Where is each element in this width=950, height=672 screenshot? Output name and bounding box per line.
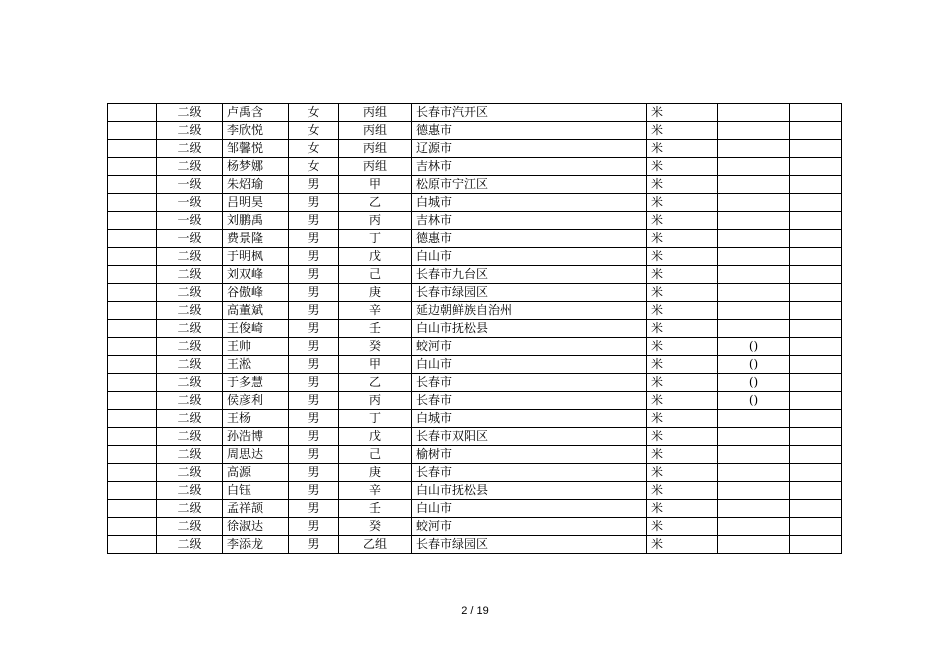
region-cell: 白山市 bbox=[412, 356, 647, 374]
extra-note-cell bbox=[790, 284, 842, 302]
level-cell: 一级 bbox=[157, 212, 223, 230]
note-cell bbox=[718, 320, 790, 338]
extra-note-cell bbox=[790, 140, 842, 158]
note-cell bbox=[718, 158, 790, 176]
gender-cell: 男 bbox=[289, 374, 339, 392]
level-cell: 二级 bbox=[157, 122, 223, 140]
level-cell: 二级 bbox=[157, 392, 223, 410]
region-cell: 白城市 bbox=[412, 194, 647, 212]
group-cell: 壬 bbox=[339, 500, 412, 518]
extra-note-cell bbox=[790, 104, 842, 122]
region-cell: 松原市宁江区 bbox=[412, 176, 647, 194]
group-cell: 丁 bbox=[339, 410, 412, 428]
region-cell: 白山市抚松县 bbox=[412, 482, 647, 500]
group-cell: 乙 bbox=[339, 374, 412, 392]
mark-cell: 米 bbox=[647, 176, 718, 194]
table-row bbox=[108, 500, 842, 518]
region-cell: 长春市九台区 bbox=[412, 266, 647, 284]
gender-cell: 男 bbox=[289, 410, 339, 428]
note-cell bbox=[718, 176, 790, 194]
name-cell: 侯彦利 bbox=[223, 392, 289, 410]
mark-cell: 米 bbox=[647, 140, 718, 158]
row-number-cell bbox=[108, 464, 157, 482]
gender-cell: 女 bbox=[289, 158, 339, 176]
name-cell: 王俊崎 bbox=[223, 320, 289, 338]
table-row bbox=[108, 284, 842, 302]
name-cell: 高董斌 bbox=[223, 302, 289, 320]
region-cell: 辽源市 bbox=[412, 140, 647, 158]
name-cell: 刘鹏禹 bbox=[223, 212, 289, 230]
row-number-cell bbox=[108, 230, 157, 248]
group-cell: 丙组 bbox=[339, 122, 412, 140]
row-number-cell bbox=[108, 248, 157, 266]
note-cell bbox=[718, 284, 790, 302]
gender-cell: 男 bbox=[289, 392, 339, 410]
name-cell: 白钰 bbox=[223, 482, 289, 500]
mark-cell: 米 bbox=[647, 518, 718, 536]
level-cell: 二级 bbox=[157, 428, 223, 446]
note-cell: () bbox=[718, 392, 790, 410]
table-row bbox=[108, 212, 842, 230]
table-row bbox=[108, 248, 842, 266]
row-number-cell bbox=[108, 158, 157, 176]
gender-cell: 男 bbox=[289, 338, 339, 356]
extra-note-cell bbox=[790, 194, 842, 212]
gender-cell: 男 bbox=[289, 464, 339, 482]
extra-note-cell bbox=[790, 320, 842, 338]
extra-note-cell bbox=[790, 248, 842, 266]
extra-note-cell bbox=[790, 176, 842, 194]
row-number-cell bbox=[108, 266, 157, 284]
extra-note-cell bbox=[790, 302, 842, 320]
table-row bbox=[108, 230, 842, 248]
row-number-cell bbox=[108, 374, 157, 392]
region-cell: 蛟河市 bbox=[412, 338, 647, 356]
group-cell: 癸 bbox=[339, 518, 412, 536]
level-cell: 二级 bbox=[157, 158, 223, 176]
note-cell bbox=[718, 248, 790, 266]
mark-cell: 米 bbox=[647, 284, 718, 302]
table-row bbox=[108, 104, 842, 122]
mark-cell: 米 bbox=[647, 248, 718, 266]
name-cell: 王杨 bbox=[223, 410, 289, 428]
gender-cell: 男 bbox=[289, 176, 339, 194]
group-cell: 己 bbox=[339, 266, 412, 284]
row-number-cell bbox=[108, 140, 157, 158]
group-cell: 庚 bbox=[339, 464, 412, 482]
note-cell bbox=[718, 104, 790, 122]
level-cell: 一级 bbox=[157, 176, 223, 194]
gender-cell: 男 bbox=[289, 212, 339, 230]
mark-cell: 米 bbox=[647, 104, 718, 122]
level-cell: 二级 bbox=[157, 518, 223, 536]
mark-cell: 米 bbox=[647, 230, 718, 248]
region-cell: 白山市 bbox=[412, 500, 647, 518]
level-cell: 二级 bbox=[157, 464, 223, 482]
level-cell: 二级 bbox=[157, 284, 223, 302]
level-cell: 二级 bbox=[157, 410, 223, 428]
name-cell: 孙浩博 bbox=[223, 428, 289, 446]
table-row bbox=[108, 176, 842, 194]
name-cell: 于明枫 bbox=[223, 248, 289, 266]
row-number-cell bbox=[108, 482, 157, 500]
extra-note-cell bbox=[790, 212, 842, 230]
gender-cell: 男 bbox=[289, 500, 339, 518]
page-number: 2 / 19 bbox=[461, 605, 489, 617]
table-row bbox=[108, 356, 842, 374]
note-cell bbox=[718, 518, 790, 536]
gender-cell: 男 bbox=[289, 446, 339, 464]
table-row bbox=[108, 338, 842, 356]
table-row bbox=[108, 122, 842, 140]
note-cell: () bbox=[718, 374, 790, 392]
name-cell: 王淞 bbox=[223, 356, 289, 374]
group-cell: 丁 bbox=[339, 230, 412, 248]
extra-note-cell bbox=[790, 410, 842, 428]
mark-cell: 米 bbox=[647, 194, 718, 212]
table-row bbox=[108, 158, 842, 176]
name-cell: 邹馨悦 bbox=[223, 140, 289, 158]
level-cell: 二级 bbox=[157, 320, 223, 338]
extra-note-cell bbox=[790, 464, 842, 482]
note-cell bbox=[718, 446, 790, 464]
region-cell: 长春市汽开区 bbox=[412, 104, 647, 122]
group-cell: 丙组 bbox=[339, 158, 412, 176]
table-row bbox=[108, 320, 842, 338]
region-cell: 长春市绿园区 bbox=[412, 284, 647, 302]
extra-note-cell bbox=[790, 356, 842, 374]
note-cell bbox=[718, 500, 790, 518]
group-cell: 己 bbox=[339, 446, 412, 464]
name-cell: 于多慧 bbox=[223, 374, 289, 392]
group-cell: 戊 bbox=[339, 428, 412, 446]
gender-cell: 女 bbox=[289, 122, 339, 140]
region-cell: 长春市 bbox=[412, 464, 647, 482]
gender-cell: 男 bbox=[289, 320, 339, 338]
extra-note-cell bbox=[790, 482, 842, 500]
row-number-cell bbox=[108, 194, 157, 212]
row-number-cell bbox=[108, 212, 157, 230]
mark-cell: 米 bbox=[647, 374, 718, 392]
mark-cell: 米 bbox=[647, 212, 718, 230]
table-row bbox=[108, 428, 842, 446]
gender-cell: 女 bbox=[289, 104, 339, 122]
table-row bbox=[108, 446, 842, 464]
extra-note-cell bbox=[790, 266, 842, 284]
gender-cell: 男 bbox=[289, 536, 339, 554]
group-cell: 乙 bbox=[339, 194, 412, 212]
name-cell: 费景隆 bbox=[223, 230, 289, 248]
table-row bbox=[108, 266, 842, 284]
region-cell: 白山市 bbox=[412, 248, 647, 266]
mark-cell: 米 bbox=[647, 410, 718, 428]
note-cell: () bbox=[718, 338, 790, 356]
name-cell: 孟祥颉 bbox=[223, 500, 289, 518]
region-cell: 长春市绿园区 bbox=[412, 536, 647, 554]
mark-cell: 米 bbox=[647, 428, 718, 446]
note-cell bbox=[718, 410, 790, 428]
mark-cell: 米 bbox=[647, 320, 718, 338]
level-cell: 二级 bbox=[157, 374, 223, 392]
note-cell bbox=[718, 464, 790, 482]
gender-cell: 男 bbox=[289, 428, 339, 446]
gender-cell: 男 bbox=[289, 266, 339, 284]
level-cell: 一级 bbox=[157, 194, 223, 212]
row-number-cell bbox=[108, 500, 157, 518]
group-cell: 丙组 bbox=[339, 104, 412, 122]
extra-note-cell bbox=[790, 428, 842, 446]
gender-cell: 男 bbox=[289, 284, 339, 302]
table-row bbox=[108, 464, 842, 482]
name-cell: 李添龙 bbox=[223, 536, 289, 554]
group-cell: 丙 bbox=[339, 212, 412, 230]
group-cell: 丙 bbox=[339, 392, 412, 410]
row-number-cell bbox=[108, 104, 157, 122]
region-cell: 德惠市 bbox=[412, 122, 647, 140]
region-cell: 白山市抚松县 bbox=[412, 320, 647, 338]
table-row bbox=[108, 302, 842, 320]
row-number-cell bbox=[108, 284, 157, 302]
name-cell: 卢禹含 bbox=[223, 104, 289, 122]
name-cell: 刘双峰 bbox=[223, 266, 289, 284]
extra-note-cell bbox=[790, 446, 842, 464]
region-cell: 长春市双阳区 bbox=[412, 428, 647, 446]
table-row bbox=[108, 482, 842, 500]
gender-cell: 男 bbox=[289, 482, 339, 500]
row-number-cell bbox=[108, 302, 157, 320]
group-cell: 甲 bbox=[339, 176, 412, 194]
row-number-cell bbox=[108, 320, 157, 338]
table-row bbox=[108, 518, 842, 536]
level-cell: 二级 bbox=[157, 266, 223, 284]
group-cell: 辛 bbox=[339, 302, 412, 320]
level-cell: 一级 bbox=[157, 230, 223, 248]
gender-cell: 男 bbox=[289, 302, 339, 320]
extra-note-cell bbox=[790, 158, 842, 176]
extra-note-cell bbox=[790, 536, 842, 554]
level-cell: 二级 bbox=[157, 302, 223, 320]
region-cell: 蛟河市 bbox=[412, 518, 647, 536]
group-cell: 壬 bbox=[339, 320, 412, 338]
name-cell: 王帅 bbox=[223, 338, 289, 356]
name-cell: 吕明昊 bbox=[223, 194, 289, 212]
extra-note-cell bbox=[790, 374, 842, 392]
region-cell: 榆树市 bbox=[412, 446, 647, 464]
group-cell: 丙组 bbox=[339, 140, 412, 158]
level-cell: 二级 bbox=[157, 536, 223, 554]
name-cell: 朱炤瑜 bbox=[223, 176, 289, 194]
region-cell: 吉林市 bbox=[412, 158, 647, 176]
row-number-cell bbox=[108, 446, 157, 464]
level-cell: 二级 bbox=[157, 248, 223, 266]
group-cell: 乙组 bbox=[339, 536, 412, 554]
mark-cell: 米 bbox=[647, 464, 718, 482]
region-cell: 长春市 bbox=[412, 392, 647, 410]
table-row bbox=[108, 410, 842, 428]
extra-note-cell bbox=[790, 338, 842, 356]
level-cell: 二级 bbox=[157, 140, 223, 158]
mark-cell: 米 bbox=[647, 500, 718, 518]
name-cell: 李欣悦 bbox=[223, 122, 289, 140]
group-cell: 庚 bbox=[339, 284, 412, 302]
region-cell: 吉林市 bbox=[412, 212, 647, 230]
region-cell: 白城市 bbox=[412, 410, 647, 428]
note-cell bbox=[718, 230, 790, 248]
row-number-cell bbox=[108, 338, 157, 356]
mark-cell: 米 bbox=[647, 158, 718, 176]
region-cell: 长春市 bbox=[412, 374, 647, 392]
mark-cell: 米 bbox=[647, 482, 718, 500]
row-number-cell bbox=[108, 410, 157, 428]
gender-cell: 男 bbox=[289, 356, 339, 374]
level-cell: 二级 bbox=[157, 482, 223, 500]
gender-cell: 男 bbox=[289, 518, 339, 536]
row-number-cell bbox=[108, 122, 157, 140]
gender-cell: 男 bbox=[289, 194, 339, 212]
mark-cell: 米 bbox=[647, 446, 718, 464]
region-cell: 延边朝鲜族自治州 bbox=[412, 302, 647, 320]
name-cell: 杨梦娜 bbox=[223, 158, 289, 176]
mark-cell: 米 bbox=[647, 266, 718, 284]
level-cell: 二级 bbox=[157, 356, 223, 374]
note-cell bbox=[718, 212, 790, 230]
group-cell: 甲 bbox=[339, 356, 412, 374]
row-number-cell bbox=[108, 428, 157, 446]
roster-body bbox=[108, 104, 842, 554]
note-cell bbox=[718, 122, 790, 140]
name-cell: 谷傲峰 bbox=[223, 284, 289, 302]
level-cell: 二级 bbox=[157, 104, 223, 122]
mark-cell: 米 bbox=[647, 356, 718, 374]
note-cell bbox=[718, 428, 790, 446]
note-cell bbox=[718, 140, 790, 158]
note-cell bbox=[718, 302, 790, 320]
level-cell: 二级 bbox=[157, 500, 223, 518]
mark-cell: 米 bbox=[647, 338, 718, 356]
row-number-cell bbox=[108, 356, 157, 374]
extra-note-cell bbox=[790, 500, 842, 518]
group-cell: 戊 bbox=[339, 248, 412, 266]
gender-cell: 男 bbox=[289, 230, 339, 248]
extra-note-cell bbox=[790, 518, 842, 536]
mark-cell: 米 bbox=[647, 122, 718, 140]
mark-cell: 米 bbox=[647, 392, 718, 410]
table-row bbox=[108, 392, 842, 410]
level-cell: 二级 bbox=[157, 338, 223, 356]
group-cell: 癸 bbox=[339, 338, 412, 356]
group-cell: 辛 bbox=[339, 482, 412, 500]
gender-cell: 男 bbox=[289, 248, 339, 266]
extra-note-cell bbox=[790, 230, 842, 248]
note-cell bbox=[718, 266, 790, 284]
row-number-cell bbox=[108, 392, 157, 410]
name-cell: 高源 bbox=[223, 464, 289, 482]
mark-cell: 米 bbox=[647, 302, 718, 320]
note-cell bbox=[718, 536, 790, 554]
row-number-cell bbox=[108, 536, 157, 554]
row-number-cell bbox=[108, 176, 157, 194]
level-cell: 二级 bbox=[157, 446, 223, 464]
table-row bbox=[108, 536, 842, 554]
row-number-cell bbox=[108, 518, 157, 536]
extra-note-cell bbox=[790, 122, 842, 140]
name-cell: 徐淑达 bbox=[223, 518, 289, 536]
mark-cell: 米 bbox=[647, 536, 718, 554]
note-cell bbox=[718, 482, 790, 500]
region-cell: 德惠市 bbox=[412, 230, 647, 248]
gender-cell: 女 bbox=[289, 140, 339, 158]
name-cell: 周思达 bbox=[223, 446, 289, 464]
note-cell bbox=[718, 194, 790, 212]
table-row bbox=[108, 374, 842, 392]
extra-note-cell bbox=[790, 392, 842, 410]
note-cell: () bbox=[718, 356, 790, 374]
roster-table bbox=[107, 103, 842, 554]
table-row bbox=[108, 194, 842, 212]
table-row bbox=[108, 140, 842, 158]
